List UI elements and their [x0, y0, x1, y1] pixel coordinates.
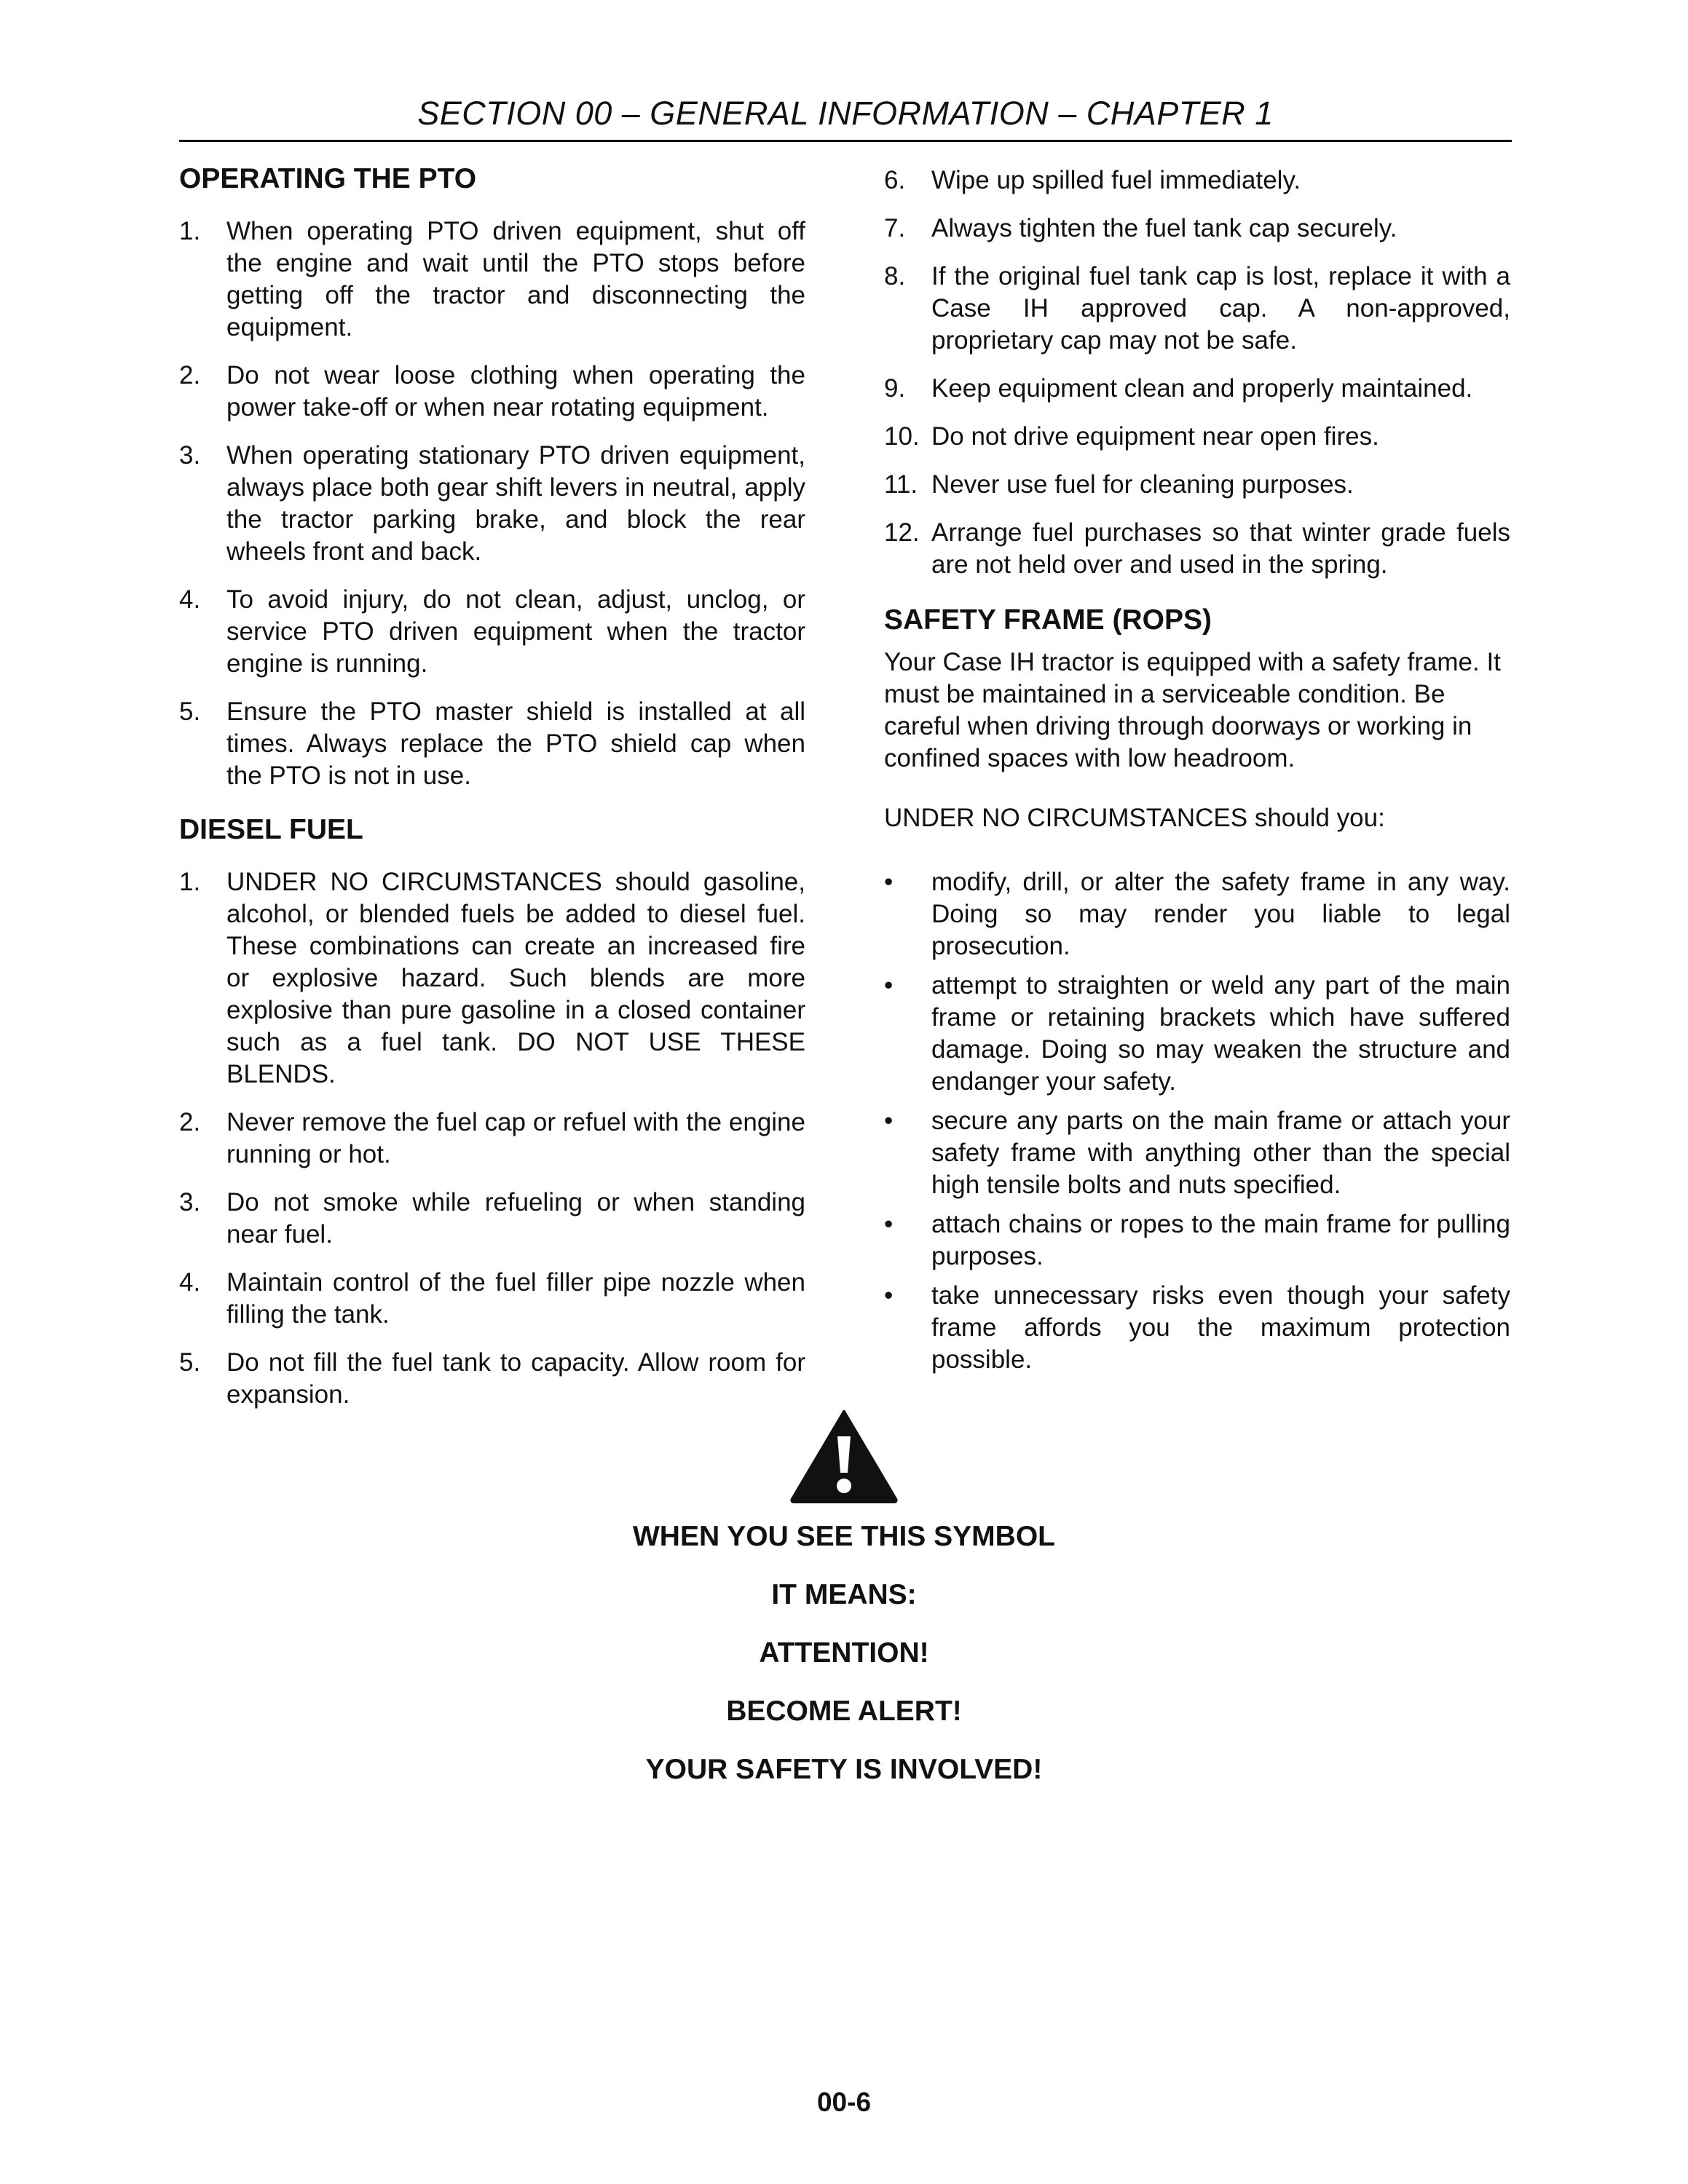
item-text: To avoid injury, do not clean, adjust, unclog, or service PTO driven equipment when the tractor engine is running. — [226, 585, 805, 678]
warning-line: YOUR SAFETY IS INVOLVED! — [645, 1754, 1043, 1785]
list-item — [884, 261, 1510, 357]
item-text: Never remove the fuel cap or refuel with the engine running or hot. — [226, 1108, 805, 1168]
bullet-mark: • — [884, 1107, 894, 1135]
list-item — [179, 215, 805, 344]
item-number: 3. — [179, 1188, 201, 1216]
item-text: secure any parts on the main frame or attach your safety frame with anything other than the special high tensile bolts and nuts specified. — [931, 1107, 1510, 1199]
rops-lead: UNDER NO CIRCUMSTANCES should you: — [884, 804, 1385, 832]
list-item — [179, 866, 805, 1091]
list-item — [179, 1187, 805, 1251]
list-item — [179, 360, 805, 424]
item-text: UNDER NO CIRCUMSTANCES should gasoline, alcohol, or blended fuels be added to diesel fuel. These combinations can create an increased fire or explosive hazard. Such blends are more explosive than pure gasoline in a closed container such as a fuel tank. DO NOT USE THESE BLENDS. — [226, 868, 805, 1088]
item-text: Do not smoke while refueling or when standing near fuel. — [226, 1188, 805, 1249]
page-number: 00-6 — [816, 2087, 872, 2117]
item-number: 5. — [179, 697, 201, 726]
item-number: 10. — [884, 422, 920, 451]
item-text: Arrange fuel purchases so that winter grade fuels are not held over and used in the spring. — [931, 518, 1510, 579]
item-text: attach chains or ropes to the main frame for pulling purposes. — [931, 1210, 1510, 1270]
list-item — [179, 1267, 805, 1331]
safety-alert-block — [0, 1409, 1688, 1787]
item-text: Do not wear loose clothing when operating the power take-off or when near rotating equipment. — [226, 361, 805, 422]
rops-heading: SAFETY FRAME (ROPS) — [884, 604, 1212, 636]
diesel-section — [179, 812, 805, 1411]
item-number: 2. — [179, 1108, 201, 1136]
right-column — [884, 165, 1510, 1383]
item-text: Wipe up spilled fuel immediately. — [931, 166, 1301, 194]
item-number: 7. — [884, 214, 906, 242]
list-item — [884, 165, 1510, 197]
list-item — [884, 1280, 1510, 1376]
bullet-mark: • — [884, 971, 894, 1000]
rops-section — [884, 603, 1510, 1376]
item-text: Always tighten the fuel tank cap securely. — [931, 214, 1397, 242]
rops-bullet-list — [884, 866, 1510, 1376]
bullet-mark: • — [884, 1281, 894, 1310]
list-item — [884, 970, 1510, 1098]
item-text: Ensure the PTO master shield is installed at all times. Always replace the PTO shield cap when the PTO is not in use. — [226, 697, 805, 790]
list-item — [884, 517, 1510, 581]
item-text: If the original fuel tank cap is lost, replace it with a Case IH approved cap. A non-approved, proprietary cap may not be safe. — [931, 262, 1510, 355]
list-item — [884, 421, 1510, 453]
list-item — [179, 440, 805, 568]
item-number: 12. — [884, 518, 920, 547]
list-item — [179, 1347, 805, 1411]
item-number: 4. — [179, 585, 201, 614]
item-text: take unnecessary risks even though your safety frame affords you the maximum protection possible. — [931, 1281, 1510, 1374]
item-text: Do not fill the fuel tank to capacity. Allow room for expansion. — [226, 1348, 805, 1409]
item-number: 2. — [179, 361, 201, 389]
list-item — [179, 696, 805, 792]
list-item — [884, 1105, 1510, 1201]
list-item — [884, 866, 1510, 962]
list-item — [884, 373, 1510, 405]
item-number: 5. — [179, 1348, 201, 1377]
item-text: When operating PTO driven equipment, shut off the engine and wait until the PTO stops before getting off the tractor and disconnecting the equipment. — [226, 217, 805, 341]
item-number: 1. — [179, 868, 201, 896]
diesel-list — [179, 866, 805, 1411]
item-number: 6. — [884, 166, 906, 194]
rops-intro: Your Case IH tractor is equipped with a safety frame. It must be maintained in a serviceable condition. Be careful when driving through doorways or working in confined spaces with low headroom. — [884, 648, 1501, 772]
diesel-heading: DIESEL FUEL — [179, 814, 363, 845]
item-number: 8. — [884, 262, 906, 290]
item-text: modify, drill, or alter the safety frame in any way. Doing so may render you liable to legal prosecution. — [931, 868, 1510, 960]
item-number: 9. — [884, 374, 906, 403]
list-item — [179, 1107, 805, 1171]
list-item — [884, 469, 1510, 501]
item-text: Never use fuel for cleaning purposes. — [931, 470, 1354, 499]
pto-list — [179, 215, 805, 792]
item-number: 1. — [179, 217, 201, 245]
item-number: 3. — [179, 441, 201, 470]
list-item — [179, 584, 805, 680]
warning-line: BECOME ALERT! — [726, 1696, 962, 1727]
item-text: Maintain control of the fuel filler pipe nozzle when filling the tank. — [226, 1268, 805, 1329]
warning-line: IT MEANS: — [771, 1579, 917, 1610]
page-header — [179, 87, 1512, 142]
warning-line: WHEN YOU SEE THIS SYMBOL — [632, 1521, 1055, 1552]
list-item — [884, 213, 1510, 245]
warning-line: ATTENTION! — [759, 1637, 929, 1669]
item-number: 11. — [884, 470, 918, 499]
item-text: Keep equipment clean and properly maintained. — [931, 374, 1473, 403]
pto-section — [179, 162, 805, 792]
item-text: attempt to straighten or weld any part of the main frame or retaining brackets which have suffered damage. Doing so may weaken the structure and endanger your safety. — [931, 971, 1510, 1096]
item-text: When operating stationary PTO driven equipment, always place both gear shift levers in neutral, apply the tractor parking brake, and block the rear wheels front and back. — [226, 441, 805, 566]
item-text: Do not drive equipment near open fires. — [931, 422, 1379, 451]
item-number: 4. — [179, 1268, 201, 1297]
bullet-mark: • — [884, 868, 894, 896]
pto-heading: OPERATING THE PTO — [179, 163, 477, 194]
bullet-mark: • — [884, 1210, 894, 1238]
warning-triangle-icon — [789, 1409, 899, 1503]
page-header-title: SECTION 00 – GENERAL INFORMATION – CHAPTER 1 — [417, 95, 1274, 132]
list-item — [884, 1208, 1510, 1273]
left-column — [179, 162, 805, 1427]
diesel-list-continued — [884, 165, 1510, 581]
